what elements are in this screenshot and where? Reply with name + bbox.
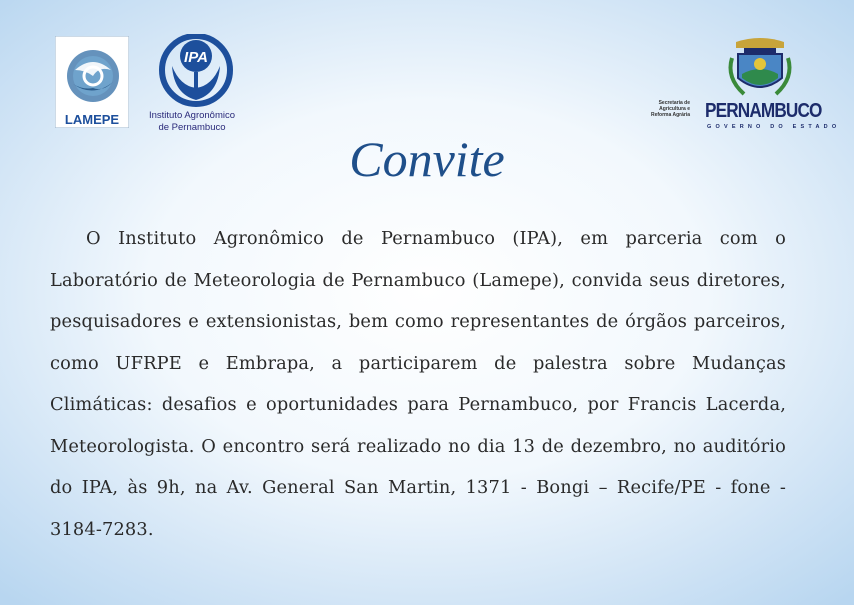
ipa-caption-line1: Instituto Agronômico [148, 110, 236, 121]
secretaria-line1: Secretaria de [658, 100, 690, 106]
ipa-logo-icon [150, 34, 242, 109]
invitation-body-text: O Instituto Agronômico de Pernambuco (IPA), em parceria com o Laboratório de Meteorologia de Pernambuco (Lamepe), convida seus diretores, pesquisadores e extensionistas, bem como representantes de órgãos parceiros, como UFRPE e Embrapa, a participarem de palestra sobre Mudanças Climáticas: desafios e oportunidades para Pernambuco, por Francis Lacerda, Meteorologista. O encontro será realizado no dia 13 de dezembro, no auditório do IPA, às 9h, na Av. General San Martin, 1371 - Bongi – Recife/PE - fone - 3184-7283. [50, 228, 786, 540]
ipa-logo-text: IPA [184, 49, 208, 66]
lamepe-logo-text: LAMEPE [64, 112, 120, 127]
pernambuco-subtitle: GOVERNO DO ESTADO [707, 124, 841, 130]
secretaria-line2: Agricultura e [659, 106, 690, 112]
pernambuco-coat-of-arms-icon [700, 34, 820, 100]
invitation-body [50, 218, 786, 550]
secretaria-line3: Reforma Agrária [651, 112, 690, 118]
pernambuco-name: PERNAMBUCO [705, 100, 822, 122]
lamepe-logo-icon [55, 36, 129, 128]
ipa-caption-line2: de Pernambuco [158, 122, 226, 133]
invitation-title: Convite [349, 131, 505, 187]
lamepe-logo [55, 36, 129, 128]
secretaria-label [626, 100, 690, 118]
ipa-logo [150, 34, 242, 109]
